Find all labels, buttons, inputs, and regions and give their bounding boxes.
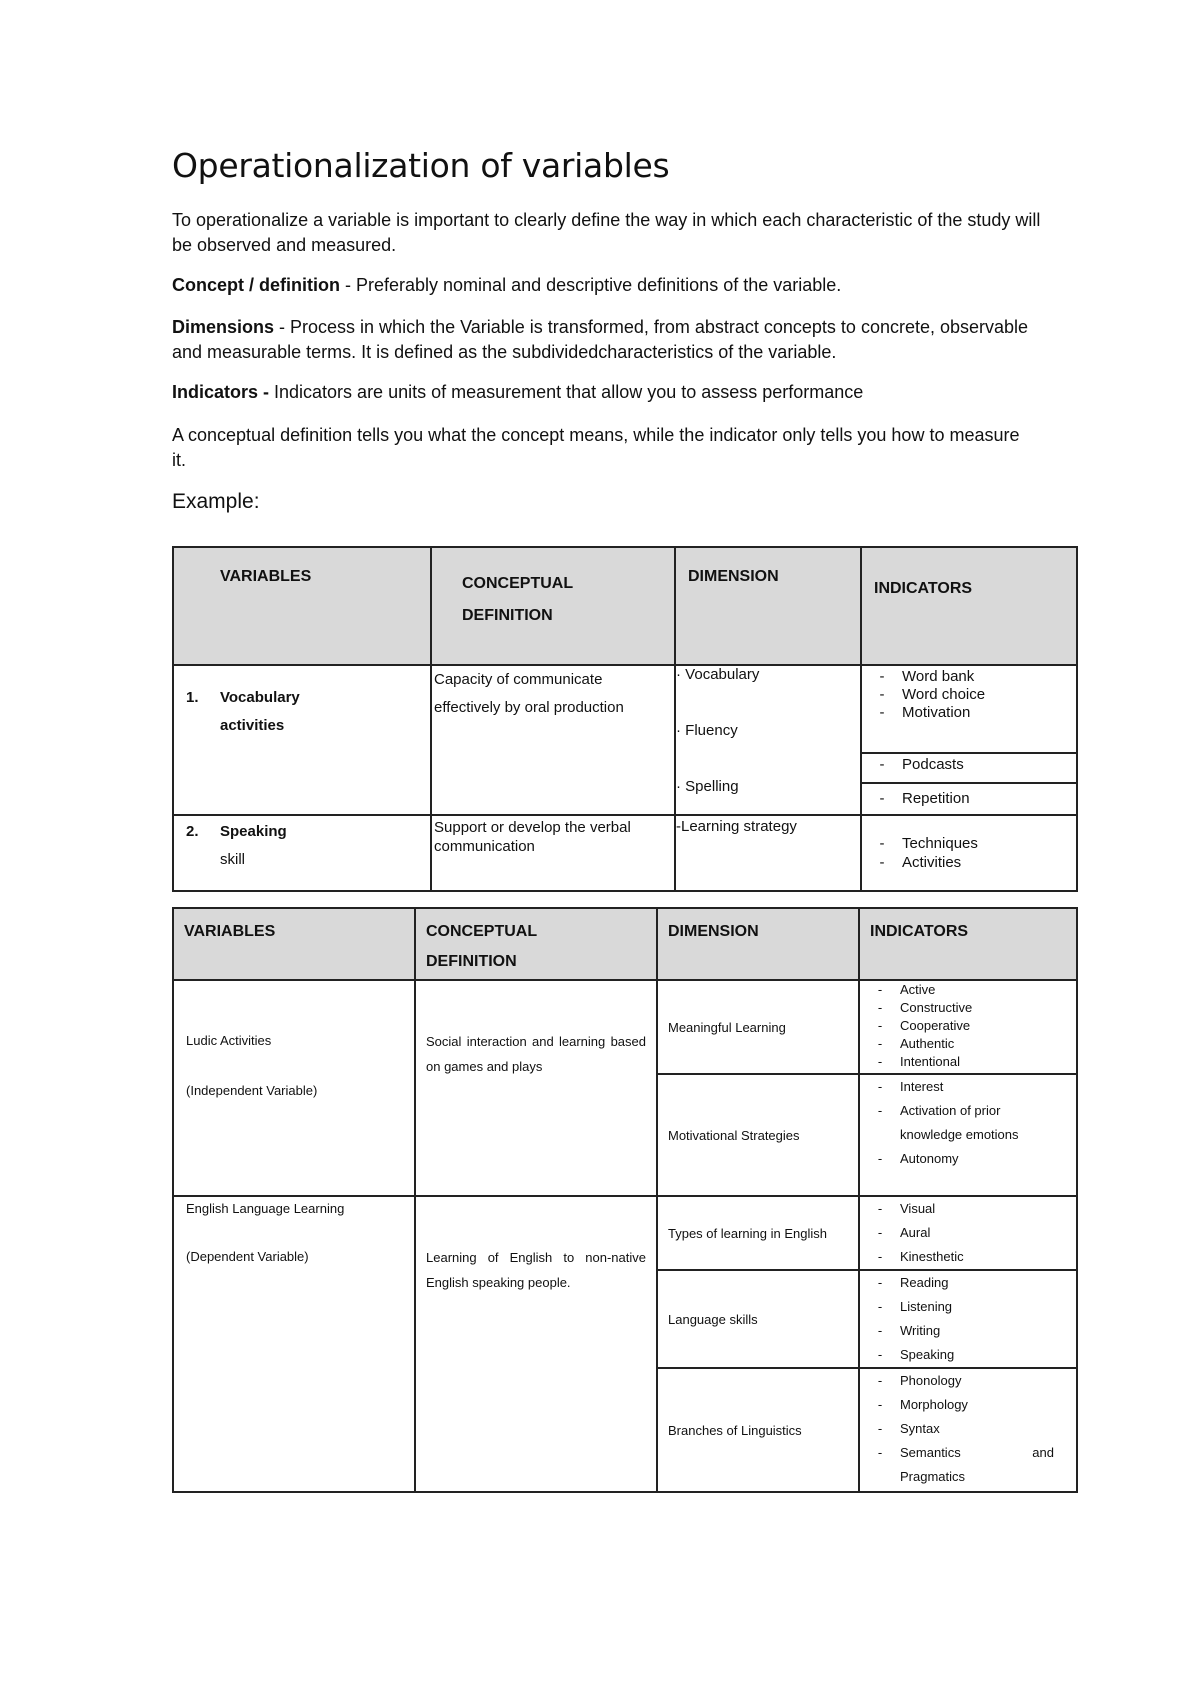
definition-cell: Capacity of communicate effectively by oral production [431, 665, 675, 815]
indicators-label: Indicators - [172, 382, 275, 402]
header-variables: VARIABLES [173, 908, 415, 980]
indicators-cell [859, 1074, 1077, 1196]
list-item: - Techniques [879, 835, 978, 852]
operationalization-table-2 [172, 907, 1078, 1493]
variable-cell [173, 815, 431, 891]
header-indicators: INDICATORS [861, 547, 1077, 665]
definition-cell: Learning of English to non-native English speaking people. [415, 1196, 657, 1492]
list-item: - Listening [877, 1299, 953, 1314]
list-item: - Syntax [877, 1421, 940, 1436]
variable-cell [173, 1196, 415, 1492]
variable-name: Ludic Activities [186, 1033, 272, 1048]
variable-type: (Dependent Variable) [186, 1249, 309, 1264]
header-indicators: INDICATORS [859, 908, 1077, 980]
table-row [173, 815, 1077, 891]
concept-label: Concept / definition [172, 275, 340, 295]
list-item: - Authentic [877, 1036, 955, 1051]
list-item: - Semantics and Pragmatics [877, 1445, 1054, 1484]
header-dimension: DIMENSION [675, 547, 861, 665]
variable-cell [173, 980, 415, 1196]
row-number: 1. [186, 689, 199, 706]
dimension-cell: -Learning strategy [675, 815, 861, 891]
list-item: - Activation of prior knowledge emotions [877, 1103, 1019, 1142]
dimension-cell: Motivational Strategies [657, 1074, 859, 1196]
indicators-cell [859, 1196, 1077, 1270]
list-item: - Aural [877, 1225, 931, 1240]
dimension-cell [675, 665, 861, 815]
list-item: - Kinesthetic [877, 1249, 964, 1264]
list-item: - Writing [877, 1323, 941, 1338]
variable-name: Speaking [220, 823, 287, 840]
dimension-cell: Meaningful Learning [657, 980, 859, 1074]
indicators-cell [861, 665, 1077, 815]
list-item: - Motivation [879, 704, 971, 721]
conceptual-note-paragraph: A conceptual definition tells you what the concept means, while the indicator only tells you how to measure it. [172, 425, 1020, 470]
table-header-row [173, 547, 1077, 665]
list-item: - Repetition [862, 782, 1076, 814]
variable-name: English Language Learning [186, 1201, 345, 1216]
dimension-cell: Language skills [657, 1270, 859, 1368]
list-item: - Interest [877, 1079, 944, 1094]
header-dimension: DIMENSION [657, 908, 859, 980]
list-item: - Podcasts [862, 752, 1076, 782]
row-number: 2. [186, 823, 199, 840]
table-row [173, 1196, 1077, 1270]
variable-cell [173, 665, 431, 815]
list-item: - Speaking [877, 1347, 955, 1362]
definition-cell: Social interaction and learning based on games and plays [415, 980, 657, 1196]
list-item: - Intentional [877, 1054, 960, 1069]
list-item: - Word bank [879, 668, 975, 685]
list-item: · Fluency [676, 722, 738, 739]
list-item: - Word choice [879, 686, 986, 703]
dimension-cell: Types of learning in English [657, 1196, 859, 1270]
list-item: · Vocabulary [676, 666, 760, 683]
indicators-cell [859, 1270, 1077, 1368]
variable-name-line-2: activities [220, 717, 285, 734]
variable-name-line-2: skill [220, 851, 245, 868]
concept-paragraph [172, 273, 1052, 298]
list-item: - Constructive [877, 1000, 973, 1015]
table-row [173, 980, 1077, 1074]
list-item: - Morphology [877, 1397, 968, 1412]
example-label: Example: [172, 490, 260, 513]
list-item: · Spelling [676, 778, 739, 795]
indicators-cell [861, 815, 1077, 891]
table-header-row [173, 908, 1077, 980]
dimensions-text: - Process in which the Variable is transformed, from abstract concepts to concrete, observable and measurable terms. It is defined as the subdividedcharacteristics of the variable. [172, 317, 1029, 362]
page-title: Operationalization of variables [172, 146, 670, 185]
header-conceptual-definition: CONCEPTUAL DEFINITION [431, 547, 675, 665]
operationalization-table-1 [172, 546, 1078, 892]
list-item: - Phonology [877, 1373, 962, 1388]
indicators-text: Indicators are units of measurement that allow you to assess performance [274, 382, 864, 402]
variable-name: Vocabulary [220, 689, 300, 706]
list-item: - Reading [877, 1275, 949, 1290]
list-item: - Active [877, 982, 936, 997]
list-item: - Activities [879, 854, 962, 871]
variable-type: (Independent Variable) [186, 1083, 318, 1098]
dimension-cell: Branches of Linguistics [657, 1368, 859, 1492]
header-conceptual-definition: CONCEPTUAL DEFINITION [415, 908, 657, 980]
indicators-cell [859, 980, 1077, 1074]
dimensions-label: Dimensions [172, 317, 275, 337]
indicators-cell [859, 1368, 1077, 1492]
list-item: - Autonomy [877, 1151, 959, 1166]
table-row [173, 665, 1077, 815]
intro-paragraph: To operationalize a variable is important to clearly define the way in which each characteristic of the study will be observed and measured. [172, 210, 1041, 255]
indicators-paragraph [172, 380, 1052, 405]
list-item: - Cooperative [877, 1018, 971, 1033]
concept-text: - Preferably nominal and descriptive definitions of the variable. [340, 275, 842, 295]
dimensions-paragraph [172, 315, 1052, 365]
definition-cell: Support or develop the verbal communication [431, 815, 675, 891]
header-variables: VARIABLES [173, 547, 431, 665]
list-item: - Visual [877, 1201, 936, 1216]
